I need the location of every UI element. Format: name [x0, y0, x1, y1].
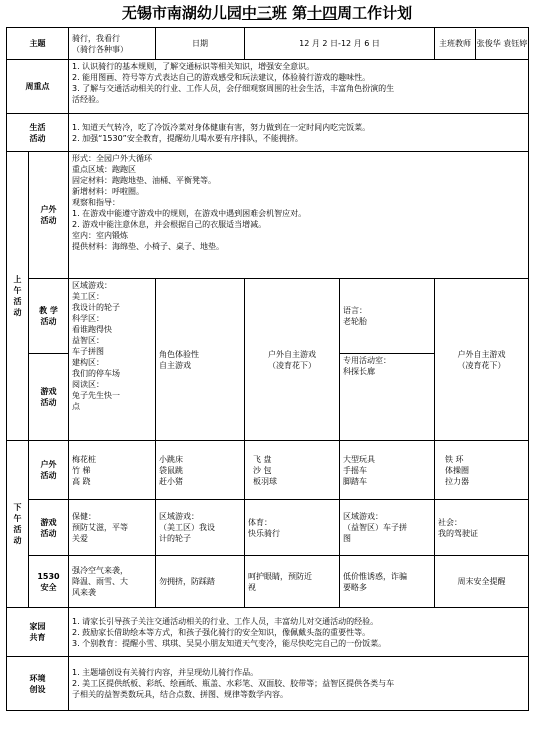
morning-thursday-top-cell: 语言： 老轮胎: [340, 279, 435, 354]
focus-content: 1. 认识骑行的基本规则，了解交通标识等相关知识，增强安全意识。 2. 能用图画、符号等方式表达自己的游戏感受和玩法建议，体验骑行游戏的趣味性。 3. 了解与交通活动相关的行业、工作人员，会仔细观察周围的社会生活，丰富角色扮演的生 活经验。: [69, 60, 529, 114]
afternoon-safety-mon: 强冷空气来袭， 降温、雨雪、大 风来袭: [69, 556, 156, 608]
morning-friday-cell: 户外自主游戏 （凌育花下）: [435, 279, 529, 441]
school-name: 无锡市南湖幼儿园: [121, 4, 242, 22]
morning-outdoor-content: 形式：全园户外大循环 重点区域：跑跑区 固定材料：跑跑地垫、油桶、平衡凳等。 新增材料：呼啦圈。 观察和指导： 1. 在游戏中能遵守游戏中的规则，在游戏中遇到困难会机智应对。 2. 游戏中能注意休息，并会根据自己的衣服适当增减。 室内：室内锻炼 提供材料：海绵垫、小椅子、桌子、地垫。: [69, 152, 529, 279]
afternoon-outdoor-mon: 梅花桩 竹 梯 高 跷: [69, 441, 156, 500]
afternoon-outdoor-label: 户外 活动: [29, 441, 69, 500]
afternoon-game-fri: 社会： 我的驾驶证: [435, 500, 529, 556]
teacher-cell: [435, 28, 529, 60]
morning-outdoor-label: 户外 活动: [29, 152, 69, 279]
theme-value: 骑行，我看行 （骑行各种事）: [69, 28, 156, 60]
focus-label: 周重点: [7, 60, 69, 114]
afternoon-safety-thu: 低价惟诱惑，诈骗 要略多: [340, 556, 435, 608]
title-suffix: 周工作计划: [337, 4, 413, 22]
morning-tuesday-cell: 角色体验性 自主游戏: [156, 279, 245, 441]
afternoon-outdoor-row: [7, 441, 529, 500]
week-number: 十四: [307, 4, 338, 22]
family-content: 1. 请家长引导孩子关注交通活动相关的行业、工作人员，丰富幼儿对交通活动的经验。 2. 鼓励家长借助绘本等方式，和孩子强化骑行的安全知识，像佩戴头盔的重要性等。 3. 个别教育：提醒小雪、琪琪、吴昊小朋友知道天气变冷，能尽快吃完自己的一份饭菜。: [69, 608, 529, 657]
theme-label: 主题: [7, 28, 69, 60]
afternoon-label: 下 午 活 动: [7, 441, 29, 608]
afternoon-game-mon: 保健： 预防艾滋，平等 关爱: [69, 500, 156, 556]
afternoon-safety-row: [7, 556, 529, 608]
plan-table: [6, 27, 529, 711]
afternoon-outdoor-wed: 飞 盘 沙 包 板羽球: [245, 441, 340, 500]
morning-monday-cell: 区域游戏： 美工区： 我设计的轮子 科学区： 看谁跑得快 益智区： 车子拼图 建构区： 我们的停车场 阅读区： 兔子先生快一 点: [69, 279, 156, 441]
morning-thursday-bottom-cell: 专用活动室： 科探长廊: [340, 354, 435, 441]
teacher-value: 张俊华 袁钰婷: [476, 39, 528, 48]
afternoon-outdoor-tue: 小跳床 袋鼠跳 赶小猪: [156, 441, 245, 500]
morning-wednesday-cell: 户外自主游戏 （凌育花下）: [245, 279, 340, 441]
family-label: 家园 共育: [7, 608, 69, 657]
class-suffix: 班 第: [271, 4, 308, 22]
life-content: 1. 知道天气转冷，吃了冷饭冷菜对身体健康有害，努力做到在一定时间内吃完饭菜。 2. 加强“1530”安全教育，提醒幼儿喝水要有序排队，不能拥挤。: [69, 114, 529, 152]
afternoon-game-wed: 体育： 快乐骑行: [245, 500, 340, 556]
afternoon-game-thu: 区域游戏： （益智区）车子拼 图: [340, 500, 435, 556]
morning-game-label: 游戏 活动: [29, 354, 69, 441]
date-value: 12 月 2 日-12 月 6 日: [245, 28, 435, 60]
afternoon-outdoor-thu: 大型玩具 手摇车 脚踏车: [340, 441, 435, 500]
life-row: [7, 114, 529, 152]
focus-row: [7, 60, 529, 114]
theme-row: [7, 28, 529, 60]
afternoon-game-row: [7, 500, 529, 556]
afternoon-safety-wed: 呵护眼睛，预防近 视: [245, 556, 340, 608]
morning-label: 上 午 活 动: [7, 152, 29, 441]
afternoon-game-tue: 区域游戏： （美工区）我设 计的轮子: [156, 500, 245, 556]
class-name: 中三: [241, 4, 272, 22]
afternoon-outdoor-fri: 铁 环 体操圈 拉力器: [435, 441, 529, 500]
date-label: 日期: [156, 28, 245, 60]
life-label: 生活 活动: [7, 114, 69, 152]
afternoon-game-label: 游戏 活动: [29, 500, 69, 556]
teacher-label: 主班教师: [435, 29, 476, 59]
family-row: [7, 608, 529, 657]
page-title: [0, 0, 534, 26]
morning-teaching-row: [7, 279, 529, 354]
afternoon-safety-tue: 勿拥挤，防踩踏: [156, 556, 245, 608]
afternoon-safety-label: 1530 安全: [29, 556, 69, 608]
environment-content: 1. 主题墙创设有关骑行内容，并呈现幼儿骑行作品。 2. 美工区提供纸板、彩纸、绘画纸、瓶盖、水彩笔、双面胶、胶带等；益智区提供各类与车 子相关的益智类数玩具，结合点数、拼图、规律等数学内容。: [69, 657, 529, 711]
morning-teaching-label: 教 学 活动: [29, 279, 69, 354]
morning-outdoor-row: [7, 152, 529, 279]
environment-row: [7, 657, 529, 711]
afternoon-safety-fri: 周末安全提醒: [435, 556, 529, 608]
environment-label: 环境 创设: [7, 657, 69, 711]
